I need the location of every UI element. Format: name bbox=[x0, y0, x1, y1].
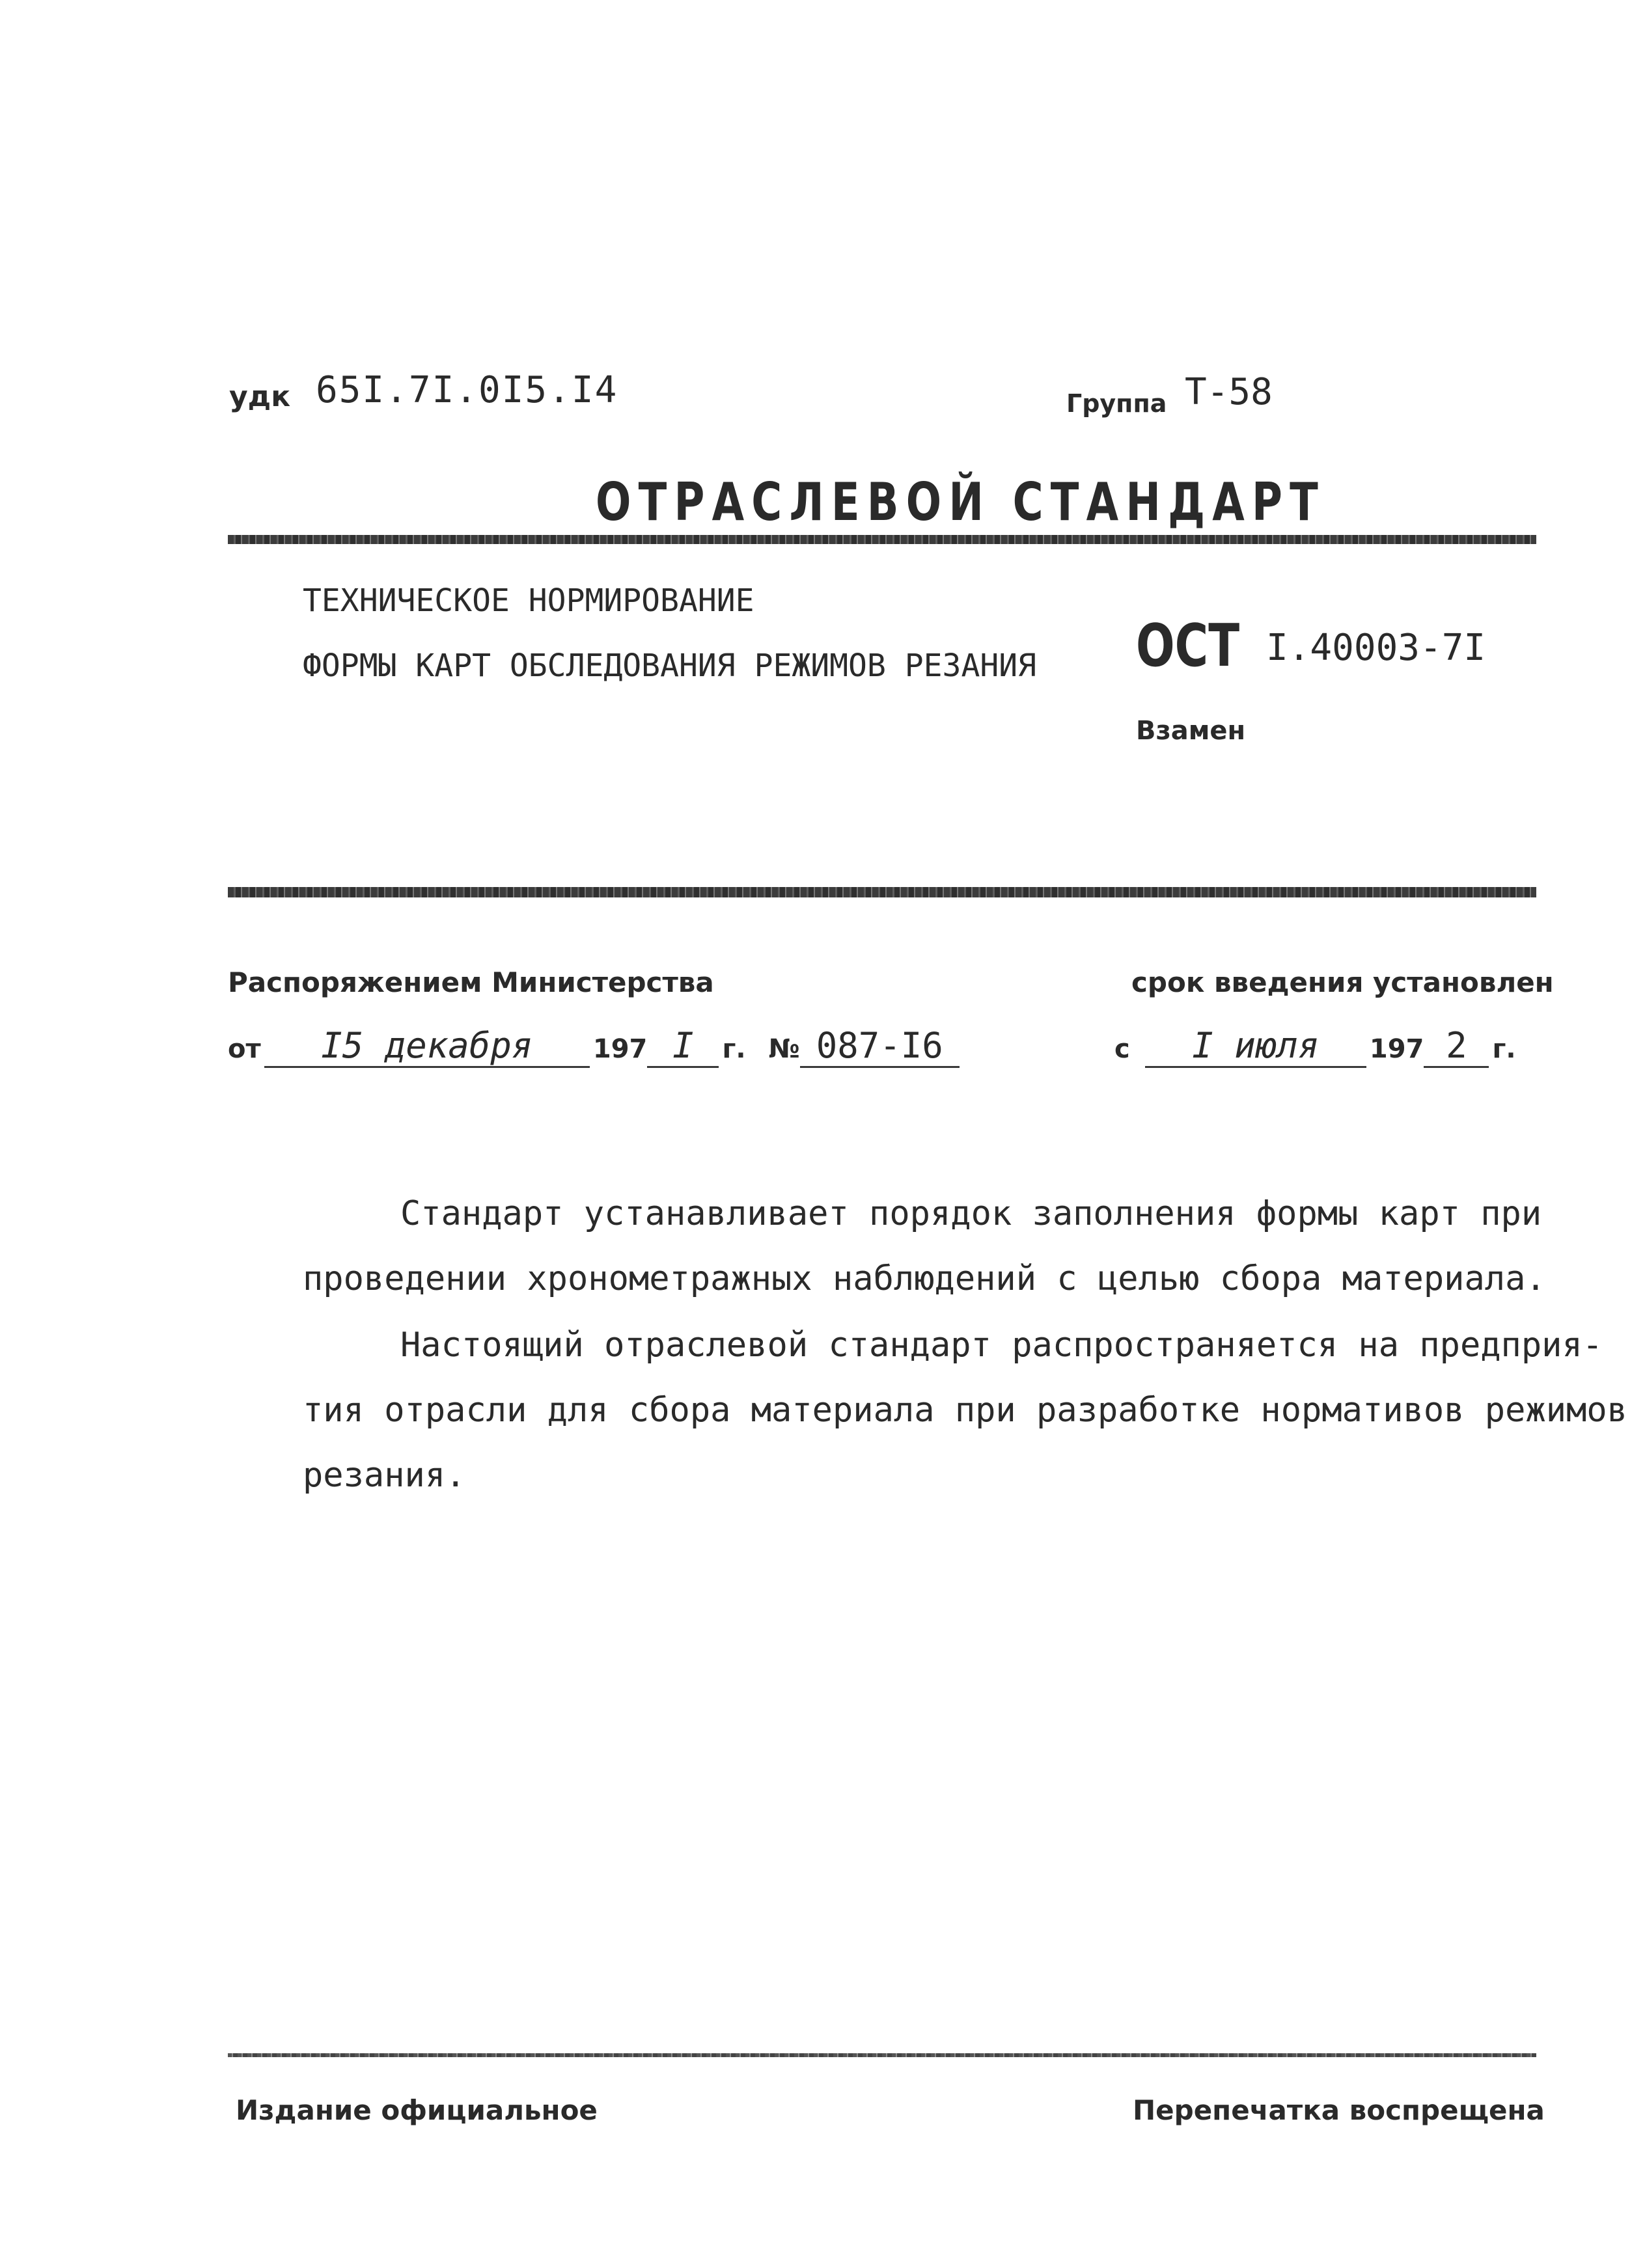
edition-note: Издание официальное bbox=[236, 2094, 598, 2126]
subject-line-1: ТЕХНИЧЕСКОЕ НОРМИРОВАНИЕ bbox=[303, 582, 754, 619]
document-title: ОТРАСЛЕВОЙ СТАНДАРТ bbox=[596, 472, 1325, 532]
paragraph-2-line-3: резания. bbox=[303, 1456, 466, 1495]
ost-number: I.40003-7I bbox=[1266, 627, 1486, 669]
introduction-label: срок введения установлен bbox=[1131, 966, 1554, 998]
order-day-month: I5 декабря bbox=[264, 1025, 590, 1068]
paragraph-2-line-1: Настоящий отраслевой стандарт распространяется на предприя- bbox=[400, 1326, 1603, 1365]
introduction-from-label: с bbox=[1114, 1034, 1130, 1064]
order-year-digit: I bbox=[647, 1025, 719, 1068]
group-code: Т-58 bbox=[1185, 371, 1273, 413]
order-from-label: от bbox=[228, 1034, 261, 1064]
subject-line-2: ФОРМЫ КАРТ ОБСЛЕДОВАНИЯ РЕЖИМОВ РЕЗАНИЯ bbox=[303, 648, 1037, 684]
introduction-year-prefix: 197 bbox=[1369, 1034, 1424, 1064]
order-year-suffix: г. bbox=[722, 1034, 746, 1064]
paragraph-1-line-1: Стандарт устанавливает порядок заполнения формы карт при bbox=[400, 1194, 1542, 1233]
order-date-line bbox=[228, 1025, 960, 1068]
introduction-year-suffix: г. bbox=[1492, 1034, 1516, 1064]
order-number-label: № bbox=[768, 1034, 800, 1064]
order-number: 087-I6 bbox=[800, 1025, 960, 1068]
introduction-year-digit: 2 bbox=[1424, 1025, 1489, 1068]
paragraph-1-line-2: проведении хронометражных наблюдений с целью сбора материала. bbox=[303, 1259, 1546, 1298]
order-label: Распоряжением Министерства bbox=[228, 966, 714, 998]
replaces-label: Взамен bbox=[1136, 716, 1246, 746]
udk-code: 65I.7I.0I5.I4 bbox=[316, 369, 618, 411]
header-rule bbox=[228, 535, 1536, 544]
reprint-note: Перепечатка воспрещена bbox=[1133, 2094, 1545, 2126]
introduction-day-month: I июля bbox=[1145, 1025, 1366, 1068]
introduction-date-line bbox=[1114, 1025, 1516, 1068]
subject-rule bbox=[228, 887, 1536, 897]
udk-label: удк bbox=[229, 380, 291, 413]
ost-label: ОСТ bbox=[1136, 612, 1240, 680]
footer-rule bbox=[228, 2053, 1536, 2057]
group-label: Группа bbox=[1066, 389, 1167, 418]
order-year-prefix: 197 bbox=[592, 1034, 648, 1064]
paragraph-2-line-2: тия отрасли для сбора материала при разработке нормативов режимов bbox=[303, 1391, 1627, 1430]
